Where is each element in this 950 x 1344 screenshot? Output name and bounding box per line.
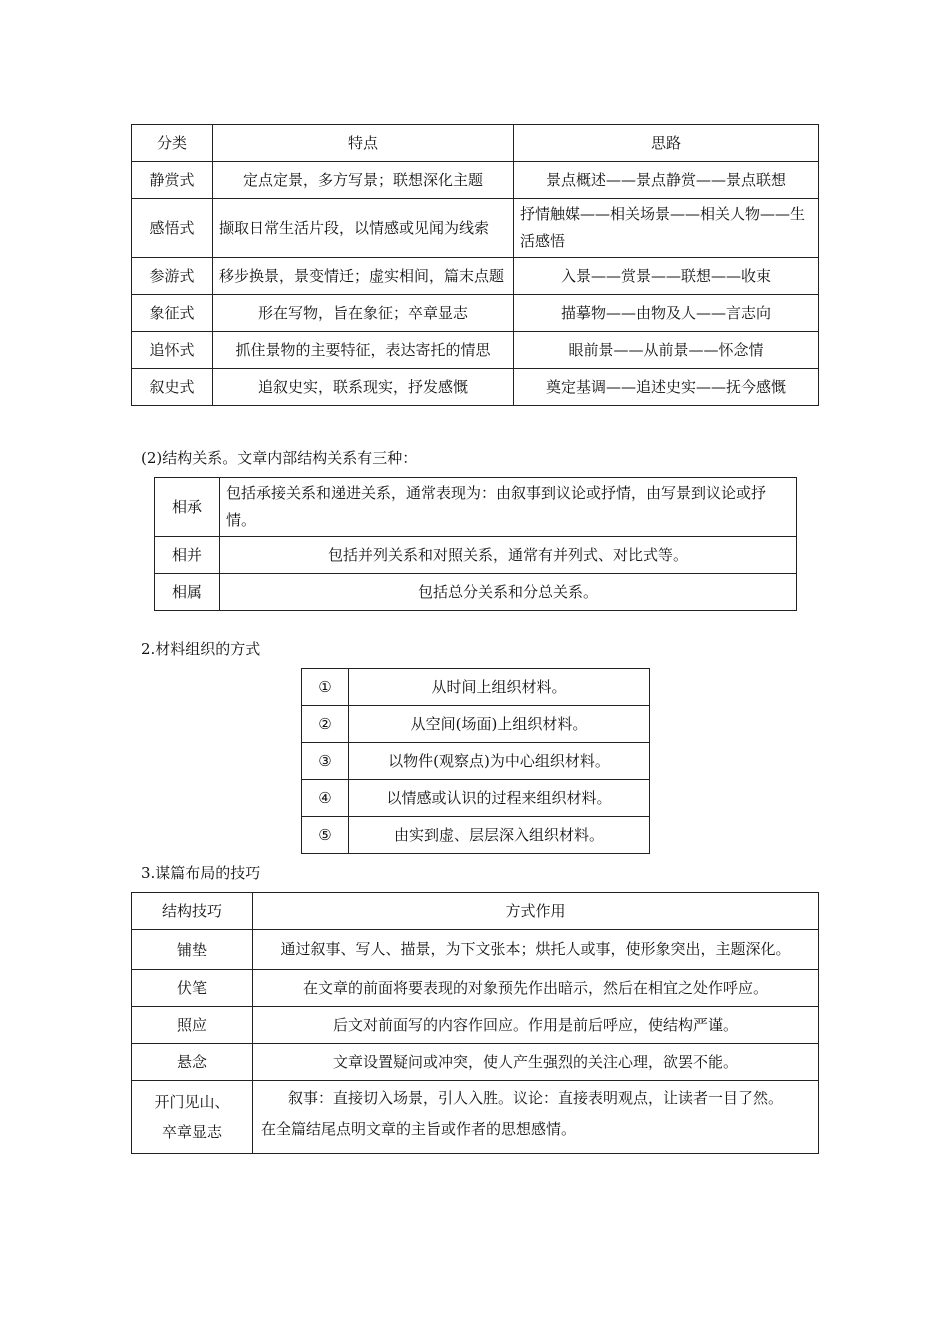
table-row <box>132 258 819 295</box>
table-row <box>302 743 650 780</box>
relation-desc-cell: 包括并列关系和对照关系，通常有并列式、对比式等。 <box>220 537 797 574</box>
table-row <box>132 1007 819 1044</box>
technique-label-line2: 卒章显志 <box>161 1123 222 1141</box>
feature-cell: 追叙史实，联系现实，抒发感慨 <box>213 369 514 406</box>
approach-cell: 入景——赏景——联想——收束 <box>514 258 819 295</box>
function-text-narrative: 叙事：直接切入场景，引人入胜。议论：直接表明观点，让读者一目了然。 <box>287 1089 783 1107</box>
type-cell: 追怀式 <box>132 332 213 369</box>
table-row <box>132 1081 819 1154</box>
feature-cell: 形在写物，旨在象征；卒章显志 <box>213 295 514 332</box>
relation-name-cell: 相属 <box>155 574 220 611</box>
type-cell: 叙史式 <box>132 369 213 406</box>
table-row <box>132 199 819 258</box>
layout-technique-table <box>131 892 819 1154</box>
function-cell: 通过叙事、写人、描景，为下文张本；烘托人或事，使形象突出，主题深化。 <box>253 930 819 970</box>
function-cell: 后文对前面写的内容作回应。作用是前后呼应，使结构严谨。 <box>253 1007 819 1044</box>
header-feature: 特点 <box>213 125 514 162</box>
approach-cell: 奠定基调——追述史实——抚今感慨 <box>514 369 819 406</box>
header-technique: 结构技巧 <box>132 893 253 930</box>
item-number: ③ <box>302 743 349 780</box>
structure-relation-heading: (2)结构关系。文章内部结构关系有三种： <box>141 449 418 467</box>
item-number: ⑤ <box>302 817 349 854</box>
table-header-row <box>132 893 819 930</box>
table-row <box>302 780 650 817</box>
table-row <box>132 1044 819 1081</box>
material-organization-heading: 2.材料组织的方式 <box>141 640 261 658</box>
technique-cell: 悬念 <box>132 1044 253 1081</box>
item-text: 从空间(场面)上组织材料。 <box>349 706 650 743</box>
item-text: 以物件(观察点)为中心组织材料。 <box>349 743 650 780</box>
header-category: 分类 <box>132 125 213 162</box>
technique-label-line1: 开门见山、 <box>154 1093 230 1111</box>
feature-cell: 定点定景，多方写景；联想深化主题 <box>213 162 514 199</box>
table-row <box>302 706 650 743</box>
header-approach: 思路 <box>514 125 819 162</box>
table-row <box>155 574 797 611</box>
table-row <box>132 295 819 332</box>
item-text: 以情感或认识的过程来组织材料。 <box>349 780 650 817</box>
type-cell: 静赏式 <box>132 162 213 199</box>
table-header-row <box>132 125 819 162</box>
item-number: ② <box>302 706 349 743</box>
relation-desc-cell: 包括总分关系和分总关系。 <box>220 574 797 611</box>
feature-cell: 撷取日常生活片段，以情感或见闻为线索 <box>213 199 514 258</box>
item-text: 由实到虚、层层深入组织材料。 <box>349 817 650 854</box>
table-row <box>132 369 819 406</box>
item-text: 从时间上组织材料。 <box>349 669 650 706</box>
material-organization-table <box>301 668 650 854</box>
item-number: ① <box>302 669 349 706</box>
function-cell: 在文章的前面将要表现的对象预先作出暗示，然后在相宜之处作呼应。 <box>253 970 819 1007</box>
table-row <box>302 817 650 854</box>
relation-desc-cell: 包括承接关系和递进关系，通常表现为：由叙事到议论或抒情，由写景到议论或抒情。 <box>220 478 797 537</box>
table-row <box>132 930 819 970</box>
table-row <box>132 970 819 1007</box>
technique-cell: 照应 <box>132 1007 253 1044</box>
type-cell: 参游式 <box>132 258 213 295</box>
item-number: ④ <box>302 780 349 817</box>
approach-cell: 眼前景——从前景——怀念情 <box>514 332 819 369</box>
technique-cell: 铺垫 <box>132 930 253 970</box>
table-row <box>132 332 819 369</box>
technique-cell <box>132 1081 253 1154</box>
technique-cell: 伏笔 <box>132 970 253 1007</box>
approach-cell: 描摹物——由物及人——言志向 <box>514 295 819 332</box>
table-row <box>155 537 797 574</box>
composition-type-table <box>131 124 819 406</box>
structure-relation-table <box>154 477 797 611</box>
approach-cell: 抒情触媒——相关场景——相关人物——生活感悟 <box>514 199 819 258</box>
table-row <box>302 669 650 706</box>
relation-name-cell: 相承 <box>155 478 220 537</box>
approach-cell: 景点概述——景点静赏——景点联想 <box>514 162 819 199</box>
header-function: 方式作用 <box>253 893 819 930</box>
function-cell: 文章设置疑问或冲突，使人产生强烈的关注心理，欲罢不能。 <box>253 1044 819 1081</box>
feature-cell: 抓住景物的主要特征，表达寄托的情思 <box>213 332 514 369</box>
feature-cell: 移步换景，景变情迁；虚实相间，篇末点题 <box>213 258 514 295</box>
type-cell: 感悟式 <box>132 199 213 258</box>
function-text-ending: 在全篇结尾点明文章的主旨或作者的思想感情。 <box>261 1120 577 1138</box>
function-cell <box>253 1081 819 1154</box>
relation-name-cell: 相并 <box>155 537 220 574</box>
table-row <box>132 162 819 199</box>
type-cell: 象征式 <box>132 295 213 332</box>
table-row <box>155 478 797 537</box>
layout-technique-heading: 3.谋篇布局的技巧 <box>141 864 261 882</box>
